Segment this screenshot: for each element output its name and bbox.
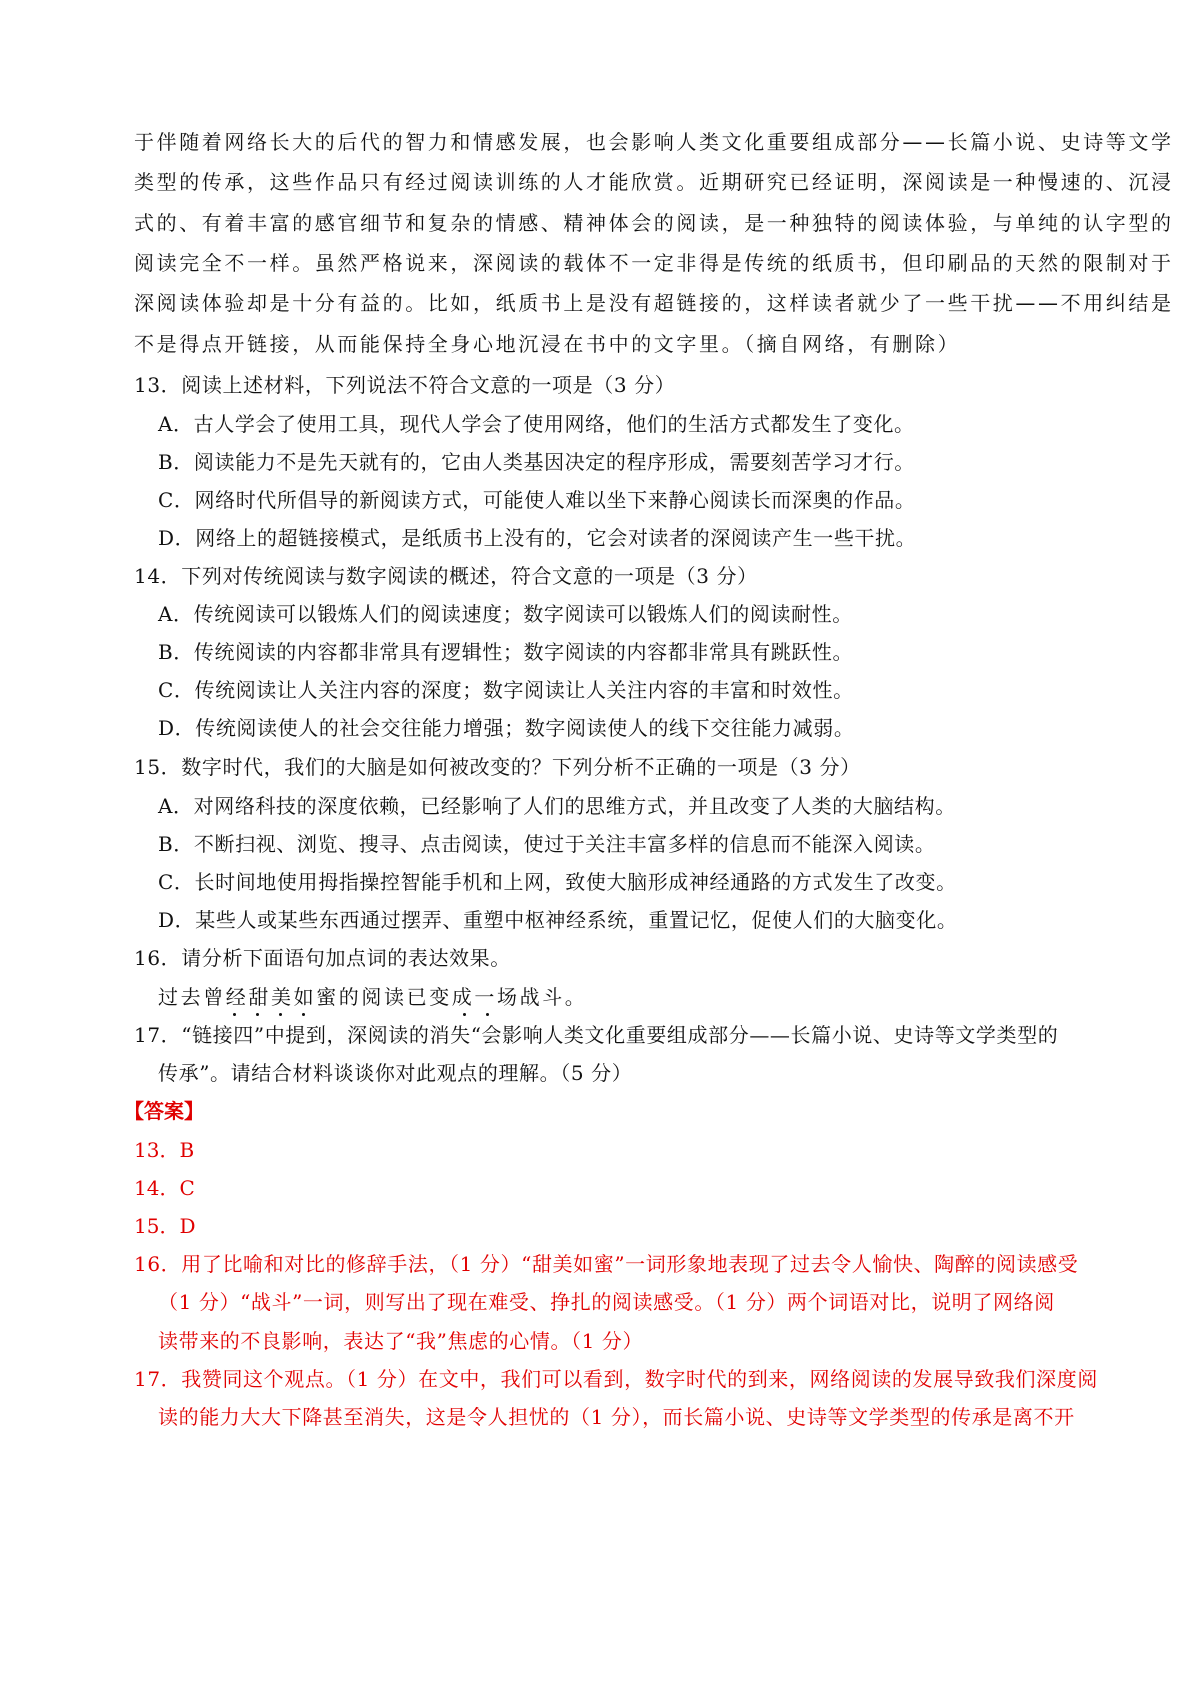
passage-line: 于伴随着网络长大的后代的智力和情感发展，也会影响人类文化重要组成部分——长篇小说、史诗等文学: [134, 130, 1174, 154]
emphasis-dot: [302, 1013, 305, 1016]
answer-15: 15．D: [134, 1214, 196, 1238]
question-16-quote: 过去曾经甜美如蜜的阅读已变成一场战斗。: [158, 985, 588, 1009]
question-15-option-d: D．某些人或某些东西通过摆弄、重塑中枢神经系统，重置记忆，促使人们的大脑变化。: [158, 908, 958, 932]
emphasis-dot: [463, 1013, 466, 1016]
passage-line: 类型的传承，这些作品只有经过阅读训练的人才能欣赏。近期研究已经证明，深阅读是一种慢速的、沉浸: [134, 170, 1174, 194]
answer-14: 14．C: [134, 1176, 195, 1200]
passage-line: 深阅读体验却是十分有益的。比如，纸质书上是没有超链接的，这样读者就少了一些干扰——不用纠结是: [134, 291, 1174, 315]
question-13-option-c: C．网络时代所倡导的新阅读方式，可能使人难以坐下来静心阅读长而深奥的作品。: [158, 488, 916, 512]
emphasis-dot: [486, 1013, 489, 1016]
passage-line: 阅读完全不一样。虽然严格说来，深阅读的载体不一定非得是传统的纸质书，但印刷品的天然的限制对于: [134, 251, 1174, 275]
question-14-option-c: C．传统阅读让人关注内容的深度；数字阅读让人关注内容的丰富和时效性。: [158, 678, 854, 702]
question-14-stem: 14．下列对传统阅读与数字阅读的概述，符合文意的一项是（3 分）: [134, 564, 758, 588]
question-15-option-a: A．对网络科技的深度依赖，已经影响了人们的思维方式，并且改变了人类的大脑结构。: [158, 794, 956, 818]
answer-17-line: 读的能力大大下降甚至消失，这是令人担忧的（1 分），而长篇小说、史诗等文学类型的传承是离不开: [158, 1405, 1075, 1429]
question-13-option-b: B．阅读能力不是先天就有的，它由人类基因决定的程序形成，需要刻苦学习才行。: [158, 450, 915, 474]
question-14-option-d: D．传统阅读使人的社会交往能力增强；数字阅读使人的线下交往能力减弱。: [158, 716, 855, 740]
question-15-option-b: B．不断扫视、浏览、搜寻、点击阅读，使过于关注丰富多样的信息而不能深入阅读。: [158, 832, 936, 856]
question-15-stem: 15．数字时代，我们的大脑是如何被改变的？下列分析不正确的一项是（3 分）: [134, 755, 861, 779]
answer-16-line: （1 分）“战斗”一词，则写出了现在难受、挣扎的阅读感受。（1 分）两个词语对比，说明了网络阅: [158, 1290, 1055, 1314]
question-17-stem: 传承”。请结合材料谈谈你对此观点的理解。（5 分）: [158, 1061, 633, 1085]
question-13-stem: 13．阅读上述材料，下列说法不符合文意的一项是（3 分）: [134, 373, 676, 397]
passage-line: 式的、有着丰富的感官细节和复杂的情感、精神体会的阅读，是一种独特的阅读体验，与单纯的认字型的: [134, 211, 1174, 235]
question-16-stem: 16．请分析下面语句加点词的表达效果。: [134, 946, 511, 970]
emphasis-dot: [233, 1013, 236, 1016]
question-13-option-a: A．古人学会了使用工具，现代人学会了使用网络，他们的生活方式都发生了变化。: [158, 412, 915, 436]
answer-13: 13．B: [134, 1138, 195, 1162]
question-14-option-b: B．传统阅读的内容都非常具有逻辑性；数字阅读的内容都非常具有跳跃性。: [158, 640, 854, 664]
emphasis-dot: [279, 1013, 282, 1016]
question-14-option-a: A．传统阅读可以锻炼人们的阅读速度；数字阅读可以锻炼人们的阅读耐性。: [158, 602, 853, 626]
answer-17-line: 17．我赞同这个观点。（1 分）在文中，我们可以看到，数字时代的到来，网络阅读的发展导致我们深度阅: [134, 1367, 1098, 1391]
answer-heading: 【答案】: [124, 1099, 204, 1123]
passage-line: 不是得点开链接，从而能保持全身心地沉浸在书中的文字里。（摘自网络，有删除）: [134, 332, 961, 356]
question-17-stem: 17．“链接四”中提到，深阅读的消失“会影响人类文化重要组成部分——长篇小说、史诗等文学类型的: [134, 1023, 1059, 1047]
answer-16-line: 读带来的不良影响，表达了“我”焦虑的心情。（1 分）: [158, 1329, 644, 1353]
question-15-option-c: C．长时间地使用拇指操控智能手机和上网，致使大脑形成神经通路的方式发生了改变。: [158, 870, 957, 894]
emphasis-dot: [256, 1013, 259, 1016]
question-13-option-d: D．网络上的超链接模式，是纸质书上没有的，它会对读者的深阅读产生一些干扰。: [158, 526, 917, 550]
answer-16-line: 16．用了比喻和对比的修辞手法，（1 分）“甜美如蜜”一词形象地表现了过去令人愉快、陶醉的阅读感受: [134, 1252, 1079, 1276]
